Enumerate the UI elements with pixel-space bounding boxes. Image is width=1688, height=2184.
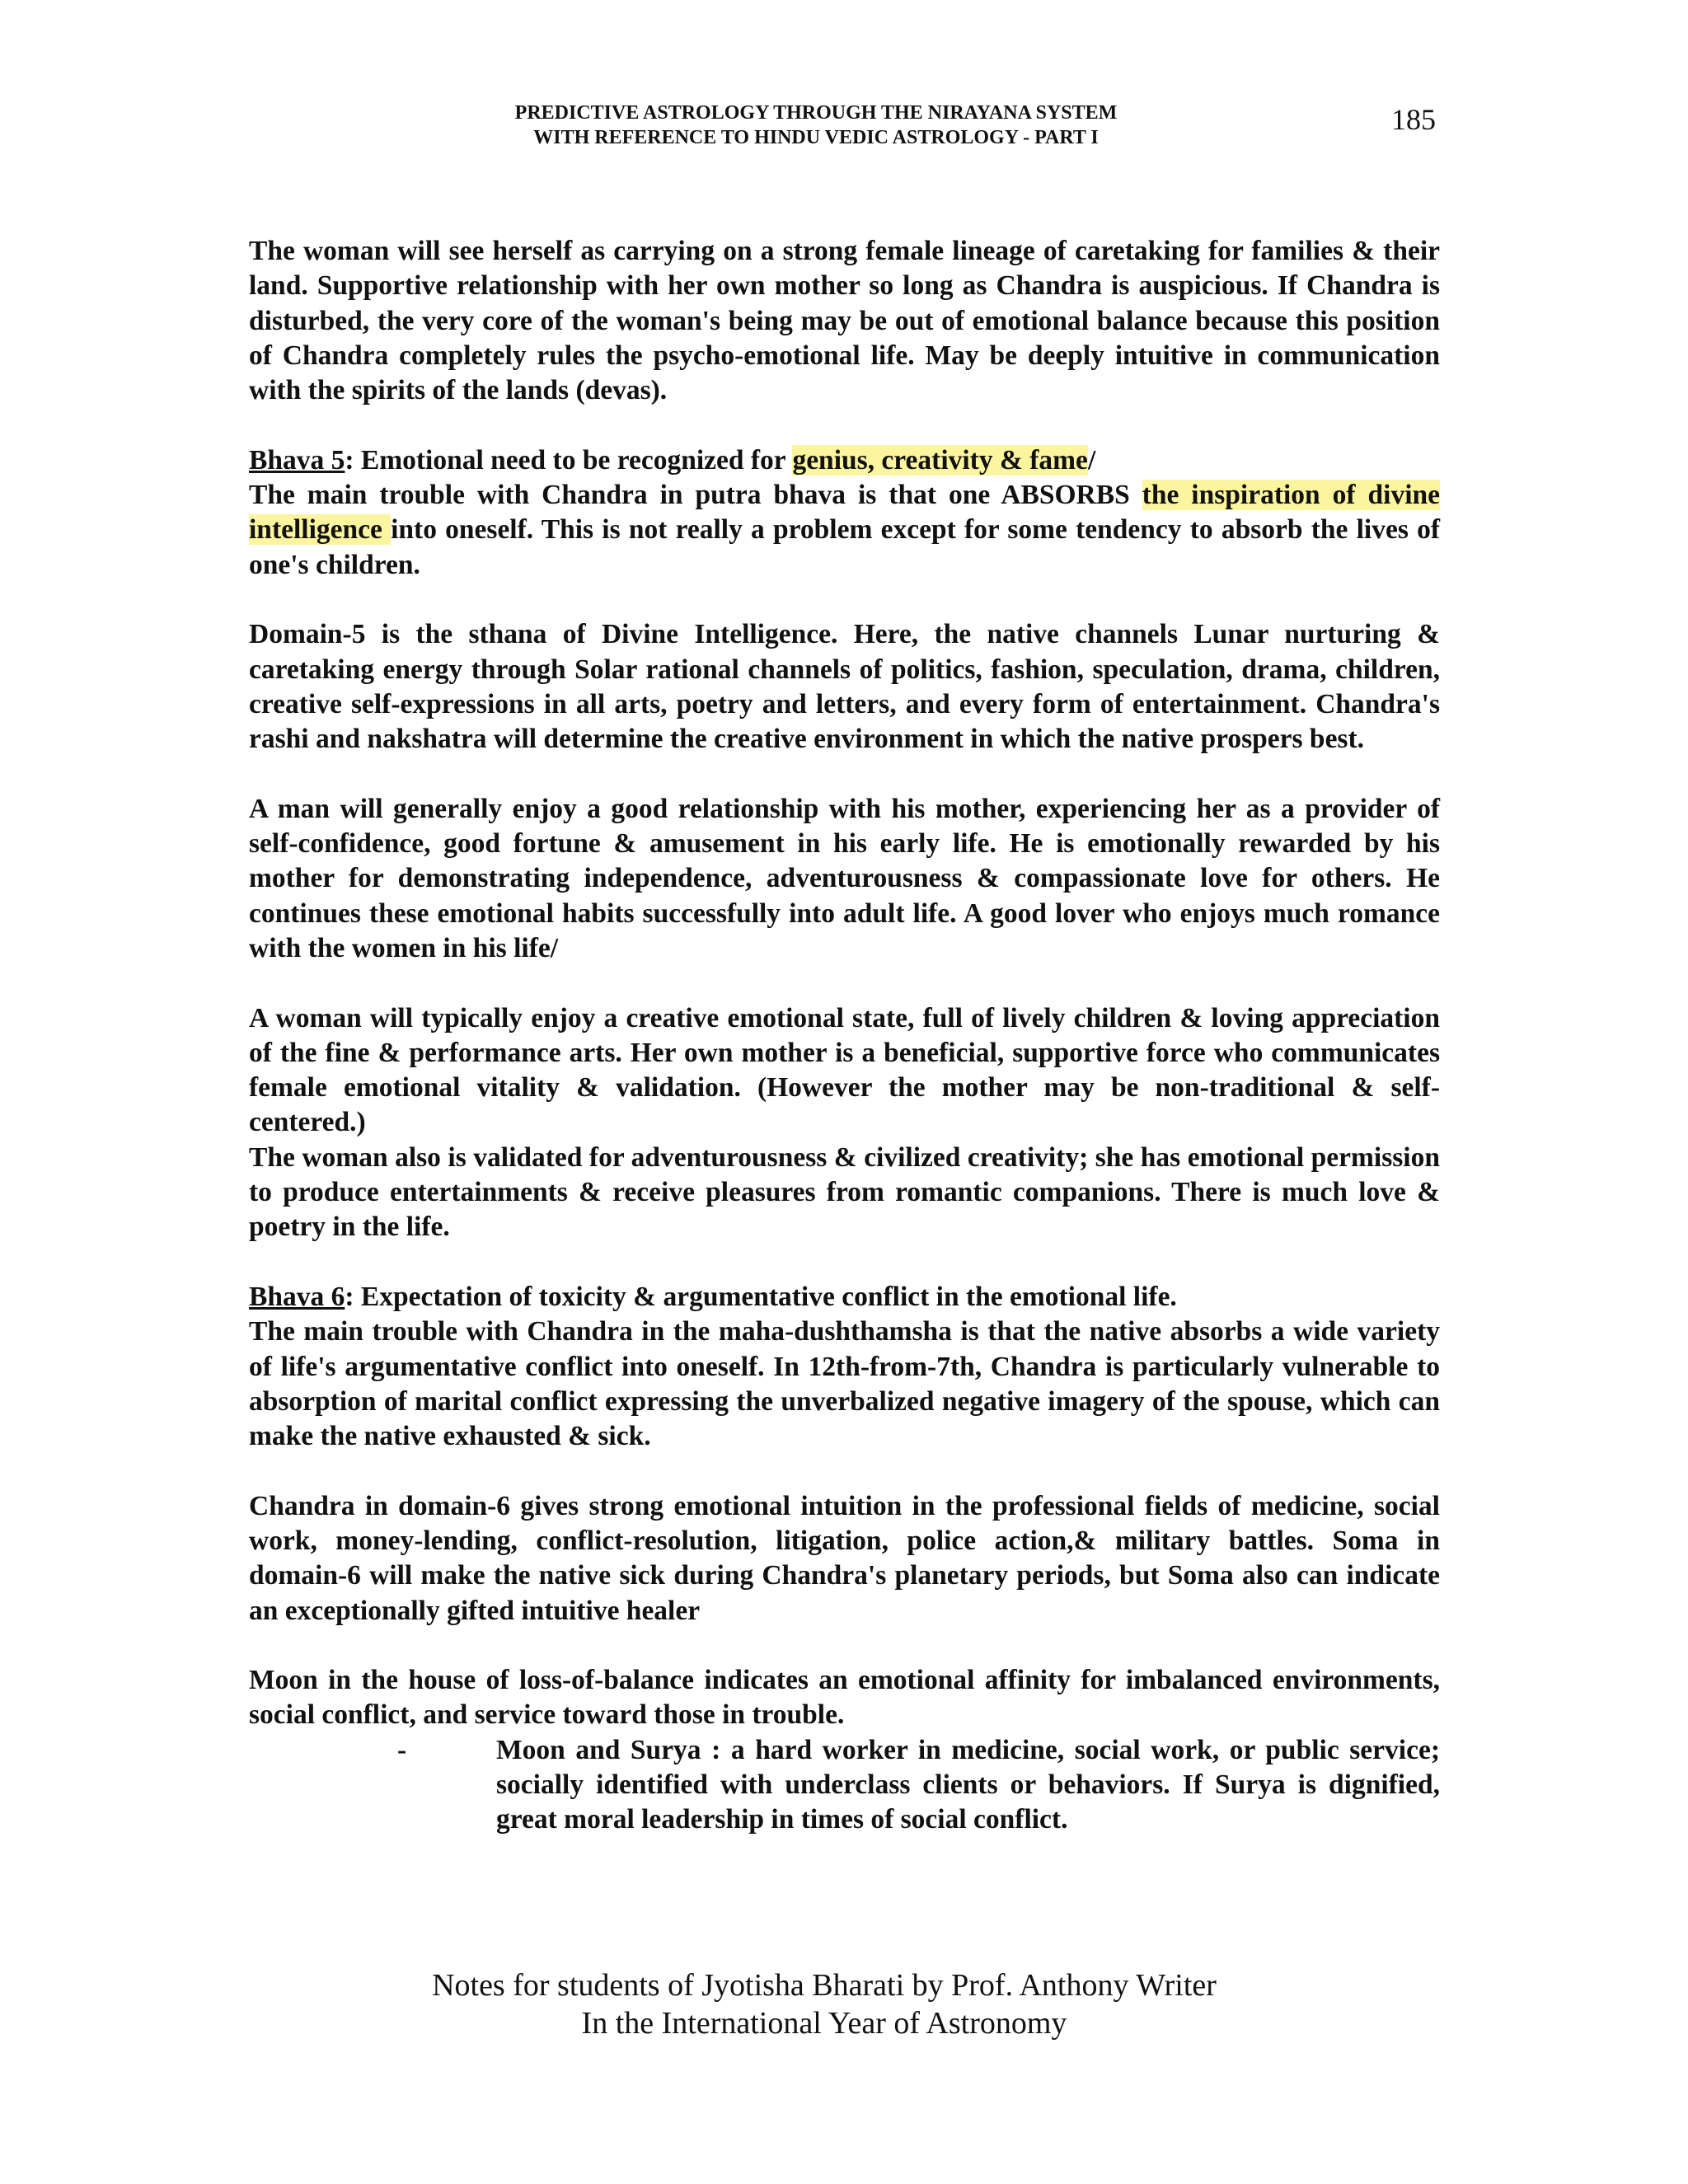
footer-line-2: In the International Year of Astronomy <box>581 2006 1067 2041</box>
bhava-5-heading-tail: / <box>1087 444 1096 476</box>
highlight-inspiration-divine-intelligence: the inspiration of divine intelligence <box>249 480 1440 546</box>
page-number: 185 <box>1391 103 1436 136</box>
footer-line-1: Notes for students of Jyotisha Bharati by Prof. Anthony Writer <box>432 1968 1217 2003</box>
putra-bhava-tail: into oneself. This is not really a problem except for some tendency to absorb the lives of one's children. <box>249 514 1440 580</box>
paragraph-woman-creative: A woman will typically enjoy a creative emotional state, full of lively children & loving appreciation of the fine & performance arts. Her own mother is a beneficial, supportive force who communicates female emotional vitality & validation. (However the mother may be non-traditional & self-centered.) <box>249 1002 1440 1138</box>
paragraph-man-mother: A man will generally enjoy a good relationship with his mother, experiencing her as a provider of self-confidence, good fortune & amusement in his early life. He is emotionally rewarded by his mother for demonstrating independence, adventurousness & compassionate love for others. He continues these emotional habits successfully into adult life. A good lover who enjoys much romance with the women in his life/ <box>249 793 1440 963</box>
bhava-5-label: Bhava 5 <box>249 444 345 476</box>
running-header <box>363 101 1269 150</box>
bullet-dash: - <box>397 1734 407 1765</box>
bhava-5-heading-text: : Emotional need to be recognized for <box>345 444 793 476</box>
paragraph-loss-of-balance: Moon in the house of loss-of-balance indicates an emotional affinity for imbalanced environments, social conflict, and service toward those in trouble. <box>249 1665 1440 1731</box>
putra-bhava-text: The main trouble with Chandra in putra bhava is that one ABSORBS <box>249 480 1142 511</box>
highlight-genius-creativity-fame: genius, creativity & fame <box>792 444 1088 476</box>
paragraph-domain-5: Domain-5 is the sthana of Divine Intelligence. Here, the native channels Lunar nurturing & caretaking energy through Solar rational channels of politics, fashion, speculation, drama, children, creative self-expressions in all arts, poetry and letters, and every form of entertainment. Chandra's rashi and nakshatra will determine the creative environment in which the native prospers best. <box>249 619 1440 755</box>
header-title-line-2: WITH REFERENCE TO HINDU VEDIC ASTROLOGY - PART I <box>533 127 1099 148</box>
header-title-line-1: PREDICTIVE ASTROLOGY THROUGH THE NIRAYANA SYSTEM <box>514 102 1118 124</box>
list-item <box>249 1733 1440 1838</box>
paragraph-woman-lineage: The woman will see herself as carrying on a strong female lineage of caretaking for families & their land. Supportive relationship with her own mother so long as Chandra is auspicious. If Chandra is disturbed, the very core of the woman's being may be out of emotional balance because this position of Chandra completely rules the psycho-emotional life. May be deeply intuitive in communication with the spirits of the lands (devas). <box>249 236 1440 406</box>
paragraph-putra-bhava <box>249 478 1440 583</box>
paragraph-domain-6: Chandra in domain-6 gives strong emotional intuition in the professional fields of medicine, social work, money-lending, conflict-resolution, litigation, police action,& military battles. Soma in domain-6 will make the native sick during Chandra's planetary periods, but Soma also can indicate an exceptionally gifted intuitive healer <box>249 1490 1440 1626</box>
bhava-5-heading <box>249 443 1440 478</box>
bhava-6-heading <box>249 1280 1440 1315</box>
bullet-text-moon-surya: Moon and Surya : a hard worker in medicine, social work, or public service; socially identified with underclass clients or behaviors. If Surya is dignified, great moral leadership in times of social conflict. <box>496 1734 1440 1835</box>
page-footer <box>330 1966 1319 2042</box>
page-body <box>249 234 1440 1838</box>
bhava-6-label: Bhava 6 <box>249 1281 345 1312</box>
paragraph-maha-dushthamsha: The main trouble with Chandra in the maha-dushthamsha is that the native absorbs a wide variety of life's argumentative conflict into oneself. In 12th-from-7th, Chandra is particularly vulnerable to absorption of marital conflict expressing the unverbalized negative imagery of the spouse, which can make the native exhausted & sick. <box>249 1316 1440 1452</box>
bhava-6-heading-text: : Expectation of toxicity & argumentative conflict in the emotional life. <box>345 1281 1177 1312</box>
paragraph-woman-validated: The woman also is validated for adventurousness & civilized creativity; she has emotional permission to produce entertainments & receive pleasures from romantic companions. There is much love & poetry in the life. <box>249 1141 1440 1243</box>
